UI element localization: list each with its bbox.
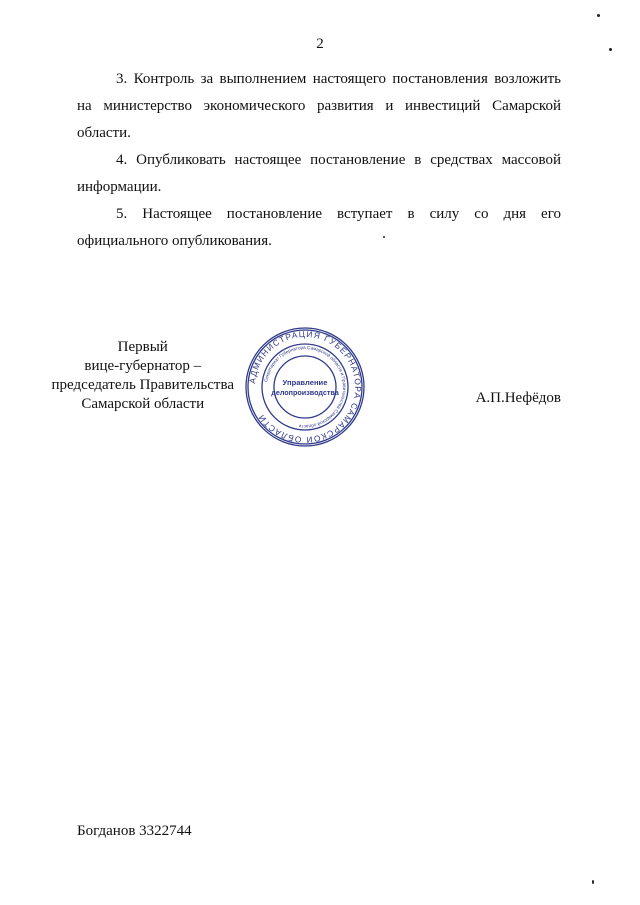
scan-speck (383, 236, 385, 238)
signatory-title-line: Первый (117, 339, 168, 355)
seal-inner-text: Секретариат Губернатора Самарской области и Правительства Самарской области (263, 344, 348, 430)
scan-speck (592, 880, 594, 884)
signatory-title-line: Самарской области (81, 396, 205, 412)
scan-speck (597, 14, 600, 17)
signatory-title-line: председатель Правительства (51, 377, 234, 393)
official-seal (244, 326, 366, 448)
paragraph-item-4: 4. Опубликовать настоящее постановление в средствах массовой информации. (77, 152, 561, 195)
signatory-title-line: вице-губернатор – (84, 358, 202, 374)
scan-speck (609, 48, 612, 51)
seal-center-line: делопроизводства (271, 388, 339, 397)
document-body (77, 66, 561, 255)
signatory-name: А.П.Нефёдов (475, 390, 561, 406)
seal-outer-text: АДМИНИСТРАЦИЯ ГУБЕРНАТОРА САМАРСКОЙ ОБЛАСТИ (247, 328, 364, 446)
paragraph-item-5: 5. Настоящее постановление вступает в силу со дня его официального опубликования. (77, 206, 561, 249)
executor-note: Богданов 3322744 (77, 823, 192, 839)
svg-text:Секретариат Губернатора Самарс (263, 345, 347, 429)
signatory-title (51, 338, 234, 414)
seal-center-line: Управление (282, 378, 328, 387)
page-number: 2 (316, 36, 324, 52)
paragraph-item-3: 3. Контроль за выполнением настоящего постановления возложить на министерство экономического развития и инвестиций Самарской области. (77, 71, 561, 141)
